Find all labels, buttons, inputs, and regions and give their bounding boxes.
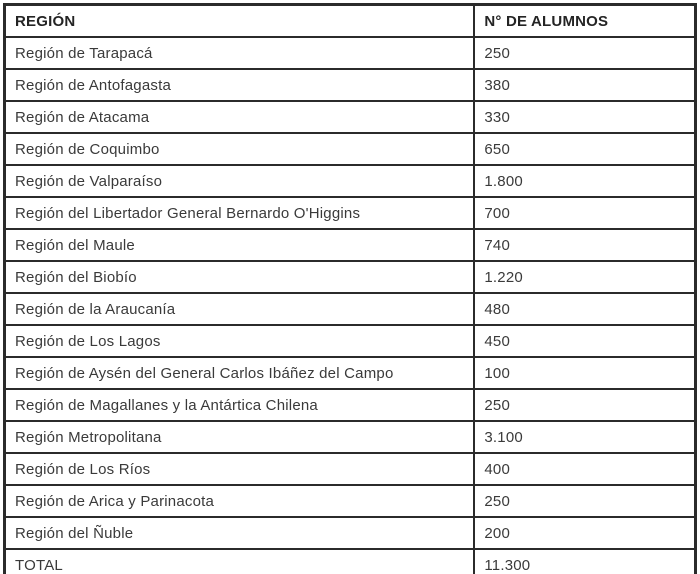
alumnos-cell: 740 bbox=[474, 229, 695, 261]
region-cell: Región del Ñuble bbox=[5, 517, 475, 549]
total-value-cell: 11.300 bbox=[474, 549, 695, 574]
alumnos-column-header: N° DE ALUMNOS bbox=[474, 5, 695, 38]
alumnos-cell: 250 bbox=[474, 37, 695, 69]
region-cell: Región de Aysén del General Carlos Ibáñez del Campo bbox=[5, 357, 475, 389]
region-cell: Región del Maule bbox=[5, 229, 475, 261]
table-row bbox=[5, 357, 696, 389]
table-row bbox=[5, 261, 696, 293]
table-row bbox=[5, 165, 696, 197]
alumnos-por-region-table bbox=[3, 3, 697, 574]
header-row bbox=[5, 5, 696, 38]
table-row bbox=[5, 421, 696, 453]
alumnos-cell: 480 bbox=[474, 293, 695, 325]
table-body bbox=[5, 37, 696, 549]
total-label-cell: TOTAL bbox=[5, 549, 475, 574]
region-cell: Región de la Araucanía bbox=[5, 293, 475, 325]
table-row bbox=[5, 101, 696, 133]
alumnos-cell: 100 bbox=[474, 357, 695, 389]
region-cell: Región de Antofagasta bbox=[5, 69, 475, 101]
alumnos-cell: 400 bbox=[474, 453, 695, 485]
region-column-header: REGIÓN bbox=[5, 5, 475, 38]
table-row bbox=[5, 453, 696, 485]
region-cell: Región de Magallanes y la Antártica Chilena bbox=[5, 389, 475, 421]
alumnos-cell: 700 bbox=[474, 197, 695, 229]
table-row bbox=[5, 485, 696, 517]
alumnos-cell: 250 bbox=[474, 389, 695, 421]
region-cell: Región de Los Lagos bbox=[5, 325, 475, 357]
table-row bbox=[5, 133, 696, 165]
region-cell: Región de Tarapacá bbox=[5, 37, 475, 69]
table-row bbox=[5, 37, 696, 69]
table-row bbox=[5, 389, 696, 421]
region-cell: Región de Valparaíso bbox=[5, 165, 475, 197]
alumnos-cell: 1.220 bbox=[474, 261, 695, 293]
region-cell: Región de Coquimbo bbox=[5, 133, 475, 165]
total-row bbox=[5, 549, 696, 574]
alumnos-cell: 650 bbox=[474, 133, 695, 165]
alumnos-cell: 330 bbox=[474, 101, 695, 133]
table-row bbox=[5, 293, 696, 325]
table-row bbox=[5, 197, 696, 229]
region-cell: Región Metropolitana bbox=[5, 421, 475, 453]
region-cell: Región del Biobío bbox=[5, 261, 475, 293]
region-cell: Región de Arica y Parinacota bbox=[5, 485, 475, 517]
table-row bbox=[5, 69, 696, 101]
region-cell: Región de Atacama bbox=[5, 101, 475, 133]
alumnos-cell: 3.100 bbox=[474, 421, 695, 453]
table-row bbox=[5, 229, 696, 261]
alumnos-cell: 450 bbox=[474, 325, 695, 357]
table-row bbox=[5, 517, 696, 549]
table-row bbox=[5, 325, 696, 357]
alumnos-cell: 380 bbox=[474, 69, 695, 101]
alumnos-cell: 250 bbox=[474, 485, 695, 517]
region-cell: Región de Los Ríos bbox=[5, 453, 475, 485]
alumnos-cell: 200 bbox=[474, 517, 695, 549]
alumnos-cell: 1.800 bbox=[474, 165, 695, 197]
region-cell: Región del Libertador General Bernardo O'Higgins bbox=[5, 197, 475, 229]
